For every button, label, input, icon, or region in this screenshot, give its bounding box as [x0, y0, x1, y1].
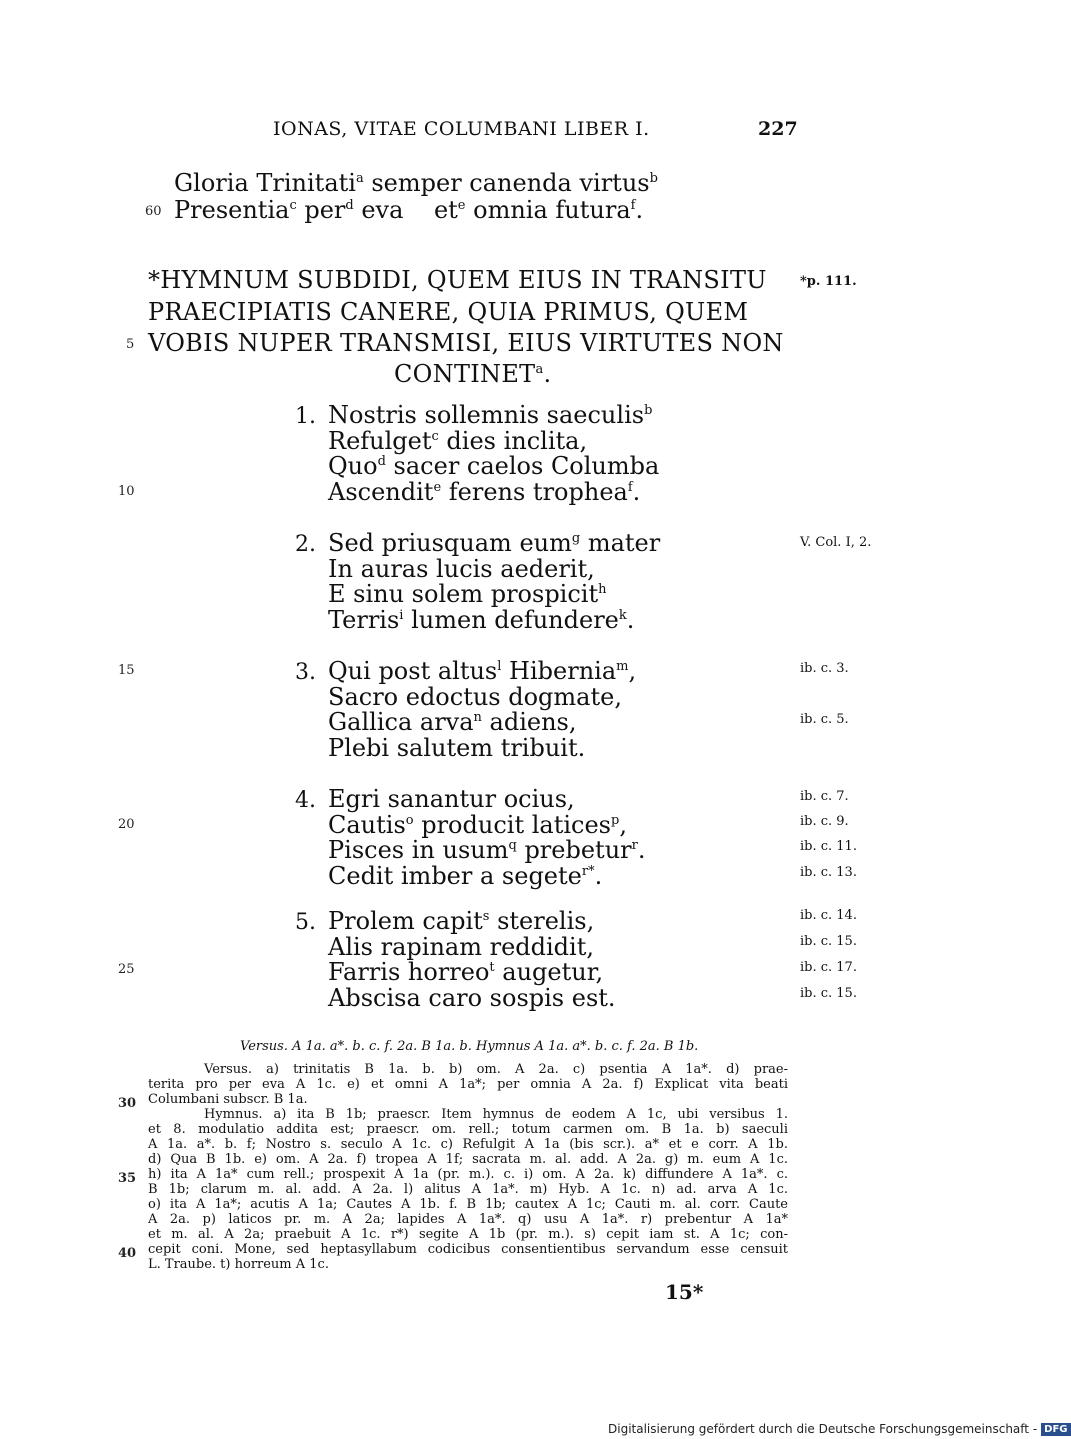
line-number: 10	[118, 484, 135, 499]
line-number: 20	[118, 817, 135, 832]
line-number: 25	[118, 962, 135, 977]
stanza-line: Qui post altus$^l$ Hibernia$^m$,	[328, 657, 637, 685]
margin-ref: ib. c. 15.	[800, 986, 857, 1001]
line-number: 40	[118, 1246, 137, 1261]
stanza-line: Alis rapinam reddidit,	[328, 932, 594, 961]
stanza-line: Farris horreo$^t$ augetur,	[328, 958, 604, 987]
margin-ref: ib. c. 14.	[800, 908, 857, 923]
stanza-number: 5.	[295, 910, 316, 935]
verse-line-2: Presentia$^c$ per$^d$ eva $et^e$ omnia futura$^f$.	[174, 196, 644, 224]
margin-ref: ib. c. 15.	[800, 934, 857, 949]
footnote-line: o) ita A 1a*; acutis A 1a; Cautes A 1b. f. B 1b; cautex A 1c; Cauti m. al. corr. Caute	[148, 1197, 788, 1212]
footnote-line: d) Qua B 1b. e) om. A 2a. f) tropea A 1f; sacrata m. al. add. A 2a. g) m. eum A 1c.	[148, 1152, 788, 1167]
stanza-line: Egri sanantur ocius,	[328, 785, 575, 813]
stanza-line: Nostris sollemnis saeculis$^b$	[328, 401, 653, 429]
stanza-line: Gallica arva$^n$ adiens,	[328, 708, 577, 737]
margin-ref: ib. c. 7.	[800, 789, 849, 804]
stanza-number: 3.	[295, 660, 316, 685]
stanza-number: 2.	[295, 532, 316, 557]
verse-line-1: Gloria Trinitati$^a$ semper canenda virtus$^b$	[174, 169, 658, 197]
footnote-line: B 1b; clarum m. al. add. A 2a. l) alitus A 1a*. m) Hyb. A 1c. n) ad. arva A 1c.	[148, 1182, 788, 1197]
signature-mark: 15*	[665, 1280, 704, 1304]
stanza-line: Prolem capit$^s$ sterelis,	[328, 907, 595, 935]
stanza-line: E sinu solem prospicit$^h$	[328, 580, 607, 609]
margin-ref: ib. c. 3.	[800, 661, 849, 676]
stanza-line: Sacro edoctus dogmate,	[328, 682, 622, 711]
heading-line-4: CONTINET$^a$.	[394, 360, 552, 388]
margin-ref: V. Col. I, 2.	[800, 535, 872, 550]
heading-line-1: *HYMNUM SUBDIDI, QUEM EIUS IN TRANSITU	[148, 266, 767, 294]
running-title: IONAS, VITAE COLUMBANI LIBER I.	[273, 118, 650, 140]
footnote-line: A 2a. p) laticos pr. m. A 2a; lapides A 1a*. q) usu A 1a*. r) prebentur A 1a*	[148, 1212, 788, 1227]
margin-ref: ib. c. 5.	[800, 712, 849, 727]
stanza-line: Terris$^i$ lumen defundere$^k$.	[328, 606, 635, 635]
margin-ref: ib. c. 17.	[800, 960, 857, 975]
footnote-line: h) ita A 1a* cum rell.; prospexit A 1a (pr. m.). c. i) om. A 2a. k) diffundere A 1a*. c.	[148, 1167, 788, 1182]
footnote-line: L. Traube. t) horreum A 1c.	[148, 1257, 329, 1272]
footnote-line: cepit coni. Mone, sed heptasyllabum codicibus consentientibus servandum esse censuit	[148, 1242, 788, 1257]
page-number: 227	[758, 118, 798, 140]
heading-line-2: PRAECIPIATIS CANERE, QUIA PRIMUS, QUEM	[148, 298, 749, 326]
footnote-line: Versus. a) trinitatis B 1a. b. b) om. A 2a. c) psentia A 1a*. d) prae-	[204, 1062, 788, 1077]
line-number: 30	[118, 1096, 137, 1111]
footnote-line: et 8. modulatio addita est; praescr. om. rell.; totum carmen om. B 1a. b) saeculi	[148, 1122, 788, 1137]
line-number: 5	[126, 337, 135, 352]
stanza-line: Plebi salutem tribuit.	[328, 734, 586, 763]
line-number: 60	[145, 204, 162, 219]
stanza-line: Quo$^d$ sacer caelos Columba	[328, 452, 660, 481]
footnote-line: Columbani subscr. B 1a.	[148, 1092, 308, 1107]
stanza-line: Pisces in usum$^q$ prebetur$^r$.	[328, 836, 646, 865]
sigla-line: Versus. A 1a. a*. b. c. f. 2a. B 1a. b. Hymnus A 1a. a*. b. c. f. 2a. B 1b.	[240, 1039, 699, 1054]
stanza-line: Cedit imber a segete$^{r*}$.	[328, 862, 603, 891]
footnote-line: terita pro per eva A 1c. e) et omni A 1a*; per omnia A 2a. f) Explicat vita beati	[148, 1077, 788, 1092]
stanza-line: Cautis$^o$ producit latices$^p$,	[328, 810, 627, 839]
dfg-logo: DFG	[1041, 1423, 1070, 1436]
footnote-line: Hymnus. a) ita B 1b; praescr. Item hymnus de eodem A 1c, ubi versibus 1.	[204, 1107, 788, 1122]
stanza-line: Sed priusquam eum$^g$ mater	[328, 529, 661, 557]
line-number: 15	[118, 663, 135, 678]
stanza-line: Abscisa caro sospis est.	[328, 984, 616, 1013]
stanza-number: 1.	[295, 404, 316, 429]
line-number: 35	[118, 1171, 137, 1186]
footnotes	[148, 1062, 788, 1272]
heading-line-3: VOBIS NUPER TRANSMISI, EIUS VIRTUTES NON	[148, 329, 784, 357]
footnote-line: et m. al. A 2a; praebuit A 1c. r*) segite A 1b (pr. m.). s) cepit iam st. A 1c; con-	[148, 1227, 788, 1242]
stanza-line: Ascendit$^e$ ferens trophea$^f$.	[328, 478, 641, 507]
margin-page-ref: *p. 111.	[800, 274, 857, 289]
stanza-line: In auras lucis aederit,	[328, 554, 595, 583]
dfg-credit: Digitalisierung gefördert durch die Deutsche Forschungsgemeinschaft - DFG	[608, 1422, 1071, 1436]
stanza-number: 4.	[295, 788, 316, 813]
margin-ref: ib. c. 11.	[800, 839, 857, 854]
margin-ref: ib. c. 13.	[800, 865, 857, 880]
footnote-line: A 1a. a*. b. f; Nostro s. seculo A 1c. c) Refulgit A 1a (bis scr.). a* et e corr. A 1b.	[148, 1137, 788, 1152]
stanza-line: Refulget$^c$ dies inclita,	[328, 426, 588, 455]
margin-ref: ib. c. 9.	[800, 814, 849, 829]
